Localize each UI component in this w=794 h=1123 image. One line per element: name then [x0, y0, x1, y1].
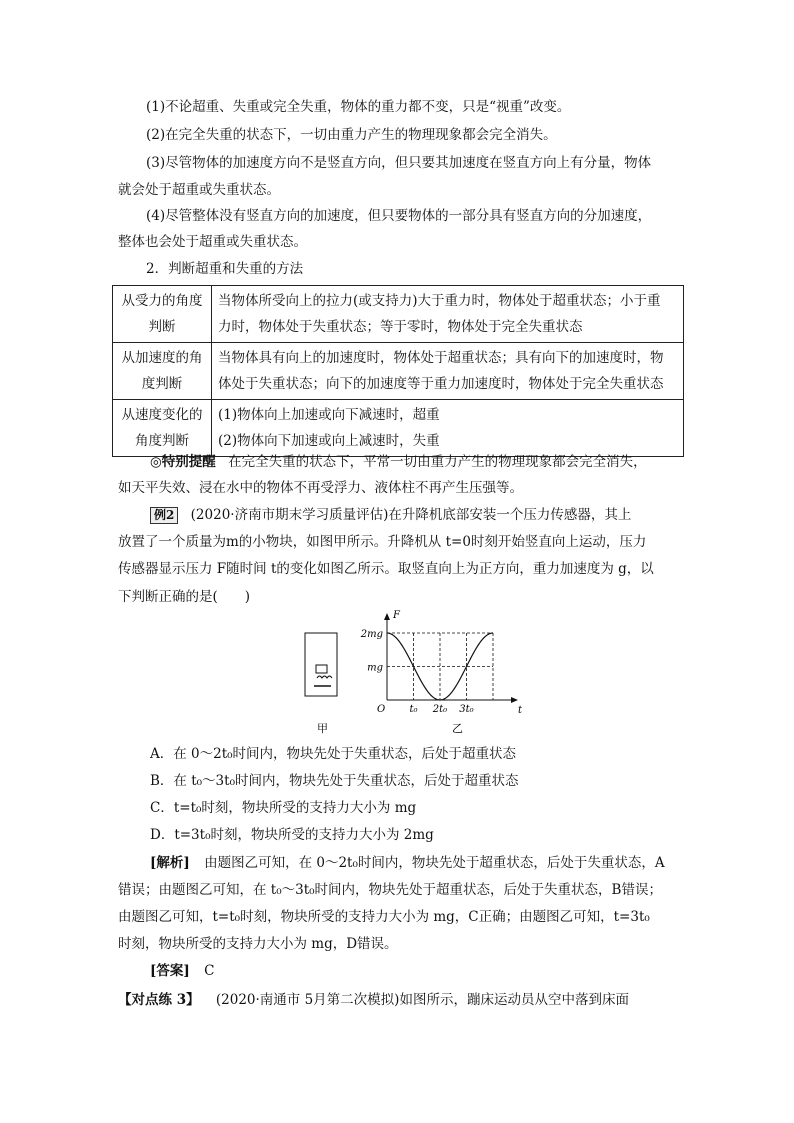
note-2: (2)在完全失重的状态下，一切由重力产生的物理现象都会完全消失。: [146, 127, 557, 143]
table-row: [113, 286, 684, 343]
analysis-line-1: [150, 853, 665, 873]
example-line-2: 放置了一个质量为m的小物块，如图甲所示。升降机从 t=0时刻开始竖直向上运动，压力: [118, 534, 647, 550]
answer-label: [答案]: [150, 963, 190, 979]
analysis-line-4: 时刻，物块所受的支持力大小为 mg，D错误。: [118, 936, 398, 952]
table-value-line: (2)物体向下加速或向上减速时，失重: [218, 433, 440, 449]
label-yi: 乙: [452, 722, 463, 735]
origin-label: O: [377, 704, 386, 715]
option-d: D．t=3t₀时刻，物块所受的支持力大小为 2mg: [150, 827, 434, 843]
method-heading: 2．判断超重和失重的方法: [146, 261, 304, 277]
table-value: [212, 400, 684, 457]
analysis-text-1: 由题图乙可知，在 0～2t₀时间内，物块先处于超重状态，后处于失重状态，A: [204, 855, 665, 871]
spring-icon: [317, 676, 332, 678]
analysis-label: [解析]: [150, 855, 190, 871]
table-row: [113, 400, 684, 457]
example-badge: 例2: [150, 507, 178, 524]
reminder-line-2: 如天平失效、浸在水中的物体不再受浮力、液体柱不再产生压强等。: [118, 480, 523, 496]
x-tick-label: t₀: [409, 704, 418, 715]
analysis-line-3: 由题图乙可知，t=t₀时刻，物块所受的支持力大小为 mg，C正确；由题图乙可知，t=3t₀: [118, 909, 650, 925]
example-line-3: 传感器显示压力 F随时间 t的变化如图乙所示。取竖直向上为正方向，重力加速度为 g，以: [118, 561, 654, 577]
x-tick-label: 3t₀: [459, 704, 474, 715]
y-axis-arrow-icon: [384, 613, 390, 620]
y-axis-label: F: [393, 610, 400, 621]
reminder-text-1: 在完全失重的状态下，平常一切由重力产生的物理现象都会完全消失，: [228, 454, 647, 470]
reminder-line-1: [150, 452, 647, 472]
note-3-cont: 就会处于超重或失重状态。: [118, 182, 280, 198]
label-jia: 甲: [317, 722, 328, 735]
answer-value: C: [204, 963, 215, 979]
analysis-line-2: 错误；由题图乙可知，在 t₀～3t₀时间内，物块先处于超重状态，后处于失重状态，B错误；: [118, 882, 662, 898]
practice-line: [118, 990, 629, 1010]
table-key: 从受力的角度判断: [113, 286, 212, 343]
practice-label: 【对点练 3】: [118, 992, 200, 1008]
x-axis-label: t: [518, 705, 523, 716]
reminder-label: ◎特别提醒: [150, 454, 216, 470]
option-c: C．t=t₀时刻，物块所受的支持力大小为 mg: [150, 800, 417, 816]
example-text-1: (2020·济南市期末学习质量评估)在升降机底部安装一个压力传感器，其上: [190, 507, 632, 523]
table-key: 从速度变化的角度判断: [113, 400, 212, 457]
table-value-line: 力时，物体处于失重状态；等于零时，物体处于完全失重状态: [218, 319, 583, 335]
example-line-4: 下判断正确的是( ): [118, 589, 251, 605]
table-value-line: 体处于失重状态；向下的加速度等于重力加速度时，物体处于完全失重状态: [218, 376, 664, 392]
y-tick-label: 2mg: [360, 629, 383, 640]
example-figure: [295, 608, 535, 743]
x-tick-label: 2t₀: [432, 704, 448, 715]
table-value-line: 当物体具有向上的加速度时，物体处于超重状态；具有向下的加速度时，物: [218, 350, 664, 366]
x-axis-arrow-icon: [511, 697, 518, 703]
note-4-cont: 整体也会处于超重或失重状态。: [118, 234, 307, 250]
y-tick-label: mg: [367, 662, 383, 674]
option-b: B．在 t₀～3t₀时间内，物块先处于失重状态，后处于超重状态: [150, 773, 519, 789]
example-line-1: [150, 505, 631, 525]
note-1: (1)不论超重、失重或完全失重，物体的重力都不变，只是“视重”改变。: [146, 99, 571, 115]
table-value: [212, 286, 684, 343]
answer-line: [150, 961, 214, 981]
grid-lines: [387, 633, 493, 700]
practice-text: (2020·南通市 5月第二次模拟)如图所示，蹦床运动员从空中落到床面: [215, 992, 629, 1008]
option-a: A．在 0～2t₀时间内，物块先处于失重状态，后处于超重状态: [150, 746, 517, 762]
note-4: (4)尽管整体没有竖直方向的加速度，但只要物体的一部分具有竖直方向的分加速度，: [146, 208, 652, 224]
table-key: 从加速度的角度判断: [113, 343, 212, 400]
block-on-sensor: [316, 665, 327, 673]
table-value: [212, 343, 684, 400]
table-value-line: (1)物体向上加速或向下减速时，超重: [218, 407, 440, 423]
table-row: [113, 343, 684, 400]
table-value-line: 当物体所受向上的拉力(或支持力)大于重力时，物体处于超重状态；小于重: [218, 293, 661, 309]
judgement-table: [112, 285, 684, 457]
note-3: (3)尽管物体的加速度方向不是竖直方向，但只要其加速度在竖直方向上有分量，物体: [146, 155, 652, 171]
